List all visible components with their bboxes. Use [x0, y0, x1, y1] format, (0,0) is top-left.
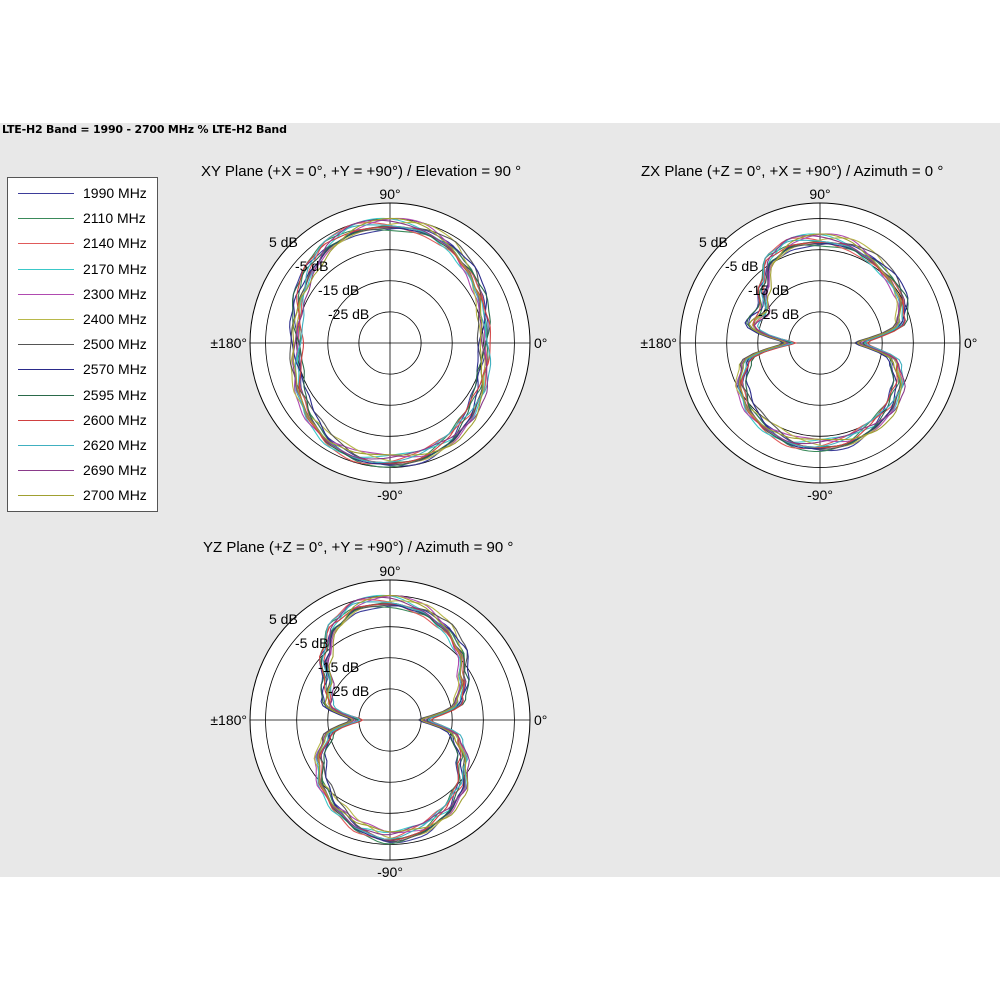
legend-label: 2620 MHz [83, 437, 147, 453]
ring-label: -25 dB [328, 683, 370, 699]
legend-label: 2500 MHz [83, 336, 147, 353]
legend-label: 2570 MHz [83, 361, 147, 378]
legend-label: 2170 MHz [83, 260, 147, 277]
legend-label: 2400 MHz [83, 311, 147, 327]
xy-plane-title: XY Plane (+X = 0°, +Y = +90°) / Elevation = 90 ° [201, 163, 522, 180]
legend-label: 2700 MHz [83, 487, 147, 504]
angle-label-left: ±180° [210, 712, 247, 728]
ring-label: 5 dB [699, 234, 728, 250]
ring-label: -25 dB [328, 306, 370, 322]
ring-label: -15 dB [748, 282, 790, 298]
ring-label: 5 dB [269, 611, 298, 627]
angle-label-bottom: -90° [377, 864, 403, 880]
ring-label: -15 dB [318, 659, 360, 675]
angle-label-left: ±180° [210, 335, 247, 351]
zx-plane-title: ZX Plane (+Z = 0°, +X = +90°) / Azimuth = 0 ° [641, 163, 944, 180]
legend-label: 2595 MHz [83, 386, 147, 403]
yz-plane-title: YZ Plane (+Z = 0°, +Y = +90°) / Azimuth = 90 ° [203, 539, 514, 556]
ring-label: -5 dB [725, 258, 759, 274]
angle-label-bottom: -90° [377, 487, 403, 503]
angle-label-right: 0° [534, 335, 548, 351]
page-title: LTE-H2 Band = 1990 - 2700 MHz % LTE-H2 Band [2, 123, 287, 136]
angle-label-top: 90° [379, 186, 401, 202]
ring-label: -5 dB [295, 258, 329, 274]
ring-label: -5 dB [295, 635, 329, 651]
legend-label: 1990 MHz [83, 185, 147, 201]
angle-label-top: 90° [379, 563, 401, 579]
angle-label-top: 90° [809, 186, 831, 202]
legend-label: 2300 MHz [83, 285, 147, 302]
ring-label: 5 dB [269, 234, 298, 250]
angle-label-left: ±180° [640, 335, 677, 351]
legend-label: 2140 MHz [83, 235, 147, 252]
legend-label: 2110 MHz [83, 210, 146, 227]
ring-label: -15 dB [318, 282, 360, 298]
legend-label: 2690 MHz [83, 462, 147, 479]
angle-label-right: 0° [534, 712, 548, 728]
angle-label-bottom: -90° [807, 487, 833, 503]
legend-label: 2600 MHz [83, 411, 147, 428]
angle-label-right: 0° [964, 335, 978, 351]
ring-label: -25 dB [758, 306, 800, 322]
